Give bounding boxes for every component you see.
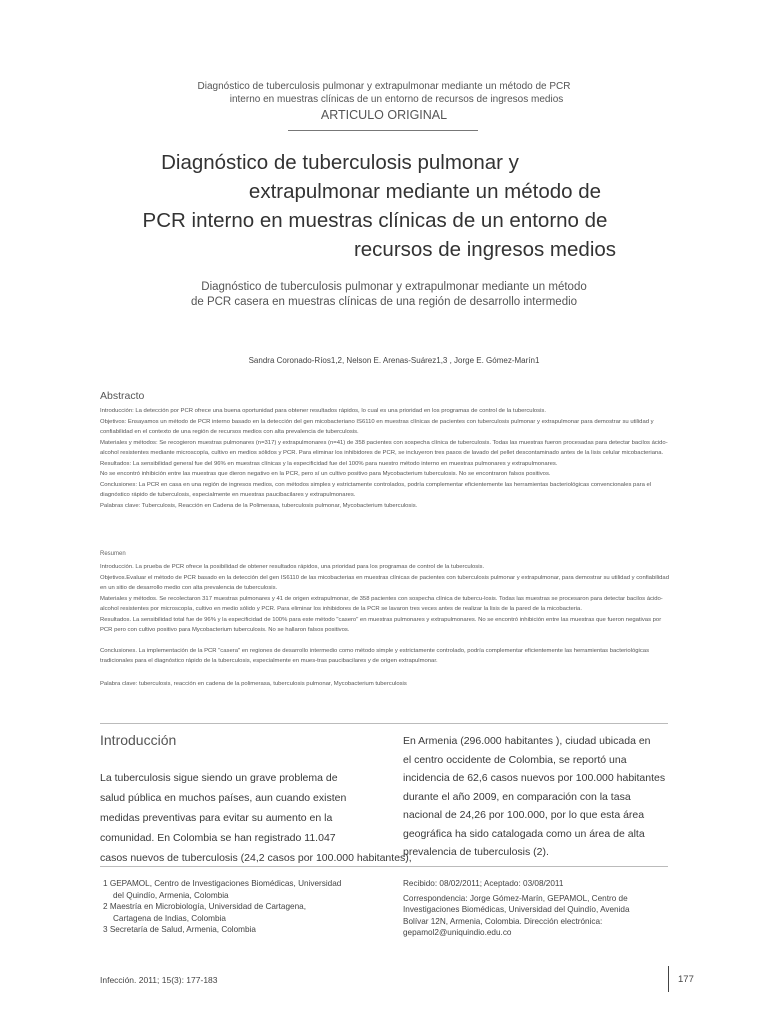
resumen-heading: Resumen [100, 551, 126, 557]
page-number: 177 [678, 974, 694, 985]
affiliation-line: del Quindío, Armenia, Colombia [113, 890, 229, 900]
resumen-paragraph: Materiales y métodos. Se recolectaron 317 muestras pulmonares y 41 de origen extrapulmonar, de 358 pacientes con sospecha clínica de tubercu-losis. Todas las muestras se procesaron para detectar bacilos ácido-alcohol resistentes por microscopía, cultivo en medio sólido y PCR. Para eliminar los inhibidores de la PCR se lavaron tres veces antes de realizar la lisis de la pared de la micobacteria. [100, 595, 663, 612]
running-header-line-2: interno en muestras clínicas de un entorno de recursos de ingresos medios [229, 94, 564, 105]
intro-left-line: La tuberculosis sigue siendo un grave problema de [100, 772, 338, 784]
abstract-paragraph: Conclusiones: La PCR en casa en una región de ingresos medios, con métodos simples y estrictamente controlados, podría complementar eficientemente las herramientas bacteriológicas convencionales para el diagnóstico rápido de tuberculosis, especialmente en muestras paucibacilares y extrapulmonares. [100, 481, 652, 498]
correspondence-line: Bolívar 12N, Armenia, Colombia. Dirección electrónica: [403, 916, 603, 926]
received-date: Recibido: 08/02/2011; Aceptado: 03/08/2011 [403, 879, 564, 888]
intro-left-line: comunidad. En Colombia se han registrado 11.047 [100, 832, 336, 844]
abstract-paragraph: Resultados: La sensibilidad general fue del 96% en muestras clínicas y la especificidad fue del 100% para nuestro método interno en muestras pulmonares y extrapulmonares. [100, 460, 558, 467]
resumen-paragraph: Palabra clave: tuberculosis, reacción en cadena de la polimerasa, tuberculosis pulmonar, Mycobacterium tuberculosis [100, 680, 407, 687]
affiliation-line: Cartagena de Indias, Colombia [113, 913, 226, 923]
resumen-paragraph: Introducción. La prueba de PCR ofrece la posibilidad de obtener resultados rápidos, una prioridad para los programas de control de la tuberculosis. [100, 564, 485, 570]
footnote-divider [100, 866, 668, 867]
correspondence-line: Correspondencia: Jorge Gómez-Marín, GEPAMOL, Centro de [403, 893, 628, 903]
abstract-paragraph: Materiales y métodos: Se recogieron muestras pulmonares (n=317) y extrapulmonares (n=41) de 358 pacientes con sospecha clínica de tuberculosis. Todas las muestras fueron procesadas para detectar bacilos ácido-alcohol resistentes mediante microscopía, cultivo en medios sólidos y PCR. Para eliminar los inhibidores de PCR, se incluyeron tres pasos de lavado del pellet descontaminado antes de la lisis celular micobacteriana. [100, 439, 668, 456]
abstract-paragraph: Introducción: La detección por PCR ofrece una buena oportunidad para obtener resultados rápidos, lo cual es una prioridad en los programas de control de la tuberculosis. [100, 408, 547, 414]
section-label: ARTICULO ORIGINAL [320, 108, 448, 122]
article-title [40, 148, 730, 264]
correspondence-line: Investigaciones Biomédicas, Universidad del Quindío, Avenida [403, 905, 630, 914]
section-divider [100, 723, 668, 724]
intro-right-line: En Armenia (296.000 habitantes ), ciudad ubicada en [403, 735, 651, 747]
resumen-paragraph: Resultados. La sensibilidad total fue de 96% y la especificidad de 100% para este método "casero" en muestras pulmonares y extrapulmonares. No se encontró inhibición entre las muestras que fueron negativas por PCR pero con cultivo positivo para Mycobacterium tuberculosis. No se hallaron falsos positivos. [100, 616, 662, 633]
intro-heading: Introducción [100, 732, 177, 748]
resumen-paragraph: Objetivos.Evaluar el método de PCR basado en la detección del gen IS6110 de las micobacterias en muestras clínicas de pacientes con tuberculosis pulmonar y extrapulmonar, para demostrar su utilidad y confiabilidad en un sitio de desarrollo medio con alta prevalencia de tuberculosis. [100, 574, 669, 591]
running-header-line-1: Diagnóstico de tuberculosis pulmonar y extrapulmonar mediante un método de PCR [197, 81, 571, 92]
abstract-heading: Abstracto [100, 390, 145, 402]
title-line-2: extrapulmonar mediante un método de [248, 180, 602, 203]
intro-right-line: incidencia de 62,6 casos nuevos por 100.000 habitantes [403, 772, 666, 784]
running-header [0, 80, 768, 106]
journal-citation: Infección. 2011; 15(3): 177-183 [100, 975, 218, 985]
resumen-paragraph: Conclusiones. La implementación de la PCR "casera" en regiones de desarrollo intermedio como método simple y estrictamente controlado, podría complementar eficientemente las herramientas bacteriológicas tradicionales para el diagnóstico rápido de la tuberculosis, especialmente en mues-tras paucibacilares y de origen extrapulmonar. [100, 647, 650, 664]
subtitle-line-2: de PCR casera en muestras clínicas de una región de desarrollo intermedio [190, 296, 578, 308]
author-list: Sandra Coronado-Ríos1,2, Nelson E. Arenas-Suárez1,3 , Jorge E. Gómez-Marín1 [248, 356, 540, 365]
intro-right-line: el centro occidente de Colombia, se reportó una [403, 753, 627, 766]
intro-right-line: prevalencia de tuberculosis (2). [403, 846, 549, 858]
affiliation-line: 3 Secretaría de Salud, Armenia, Colombia [103, 925, 256, 934]
resumen-body [100, 562, 675, 689]
section-rule [288, 130, 478, 131]
intro-right-line: geográfica ha sido catalogada como un área de alta [403, 827, 645, 840]
article-subtitle [0, 280, 768, 310]
footer-divider [668, 966, 669, 992]
intro-left-line: medidas preventivas para evitar su aumento en la [100, 812, 333, 824]
affiliations [103, 878, 393, 936]
affiliation-line: 1 GEPAMOL, Centro de Investigaciones Biomédicas, Universidad [103, 879, 342, 888]
correspondence-block [403, 878, 693, 939]
abstract-paragraph: Palabras clave: Tuberculosis, Reacción en Cadena de la Polimerasa, tuberculosis pulmonar, Mycobacterium tuberculosis. [100, 502, 418, 509]
correspondence-email: gepamol2@uniquindio.edu.co [403, 928, 512, 937]
abstract-paragraph: Objetivos: Ensayamos un método de PCR interno basado en la detección del gen micobacteriano IS6110 en muestras clínicas de pacientes con tuberculosis pulmonar y extrapulmonar para demostrar su utilidad y confiabilidad en el contexto de una región de recursos medios con alta prevalencia de tuberculosis. [100, 418, 654, 435]
title-line-3: PCR interno en muestras clínicas de un entorno de [142, 209, 608, 232]
abstract-body [100, 406, 675, 511]
intro-left-line: casos nuevos de tuberculosis (24,2 casos por 100.000 habitantes), [100, 852, 412, 864]
title-line-1: Diagnóstico de tuberculosis pulmonar y [161, 151, 519, 174]
abstract-paragraph: No se encontró inhibición entre las muestras que dieron negativo en la PCR, pero sí un cultivo positivo para Mycobacterium tuberculosis. No se encontraron falsos positivos. [100, 471, 551, 477]
intro-right-line: durante el año 2009, en comparación con la tasa [403, 790, 631, 803]
intro-right-column [403, 732, 683, 862]
intro-right-line: nacional de 24,26 por 100.000, por lo que esta área [403, 809, 645, 821]
subtitle-line-1: Diagnóstico de tuberculosis pulmonar y extrapulmonar mediante un método [201, 281, 587, 293]
affiliation-line: 2 Maestría en Microbiología, Universidad de Cartagena, [103, 902, 306, 911]
intro-left-column [100, 768, 420, 868]
title-line-4: recursos de ingresos medios [353, 238, 617, 261]
intro-left-line: salud pública en muchos países, aun cuando existen [100, 792, 347, 804]
